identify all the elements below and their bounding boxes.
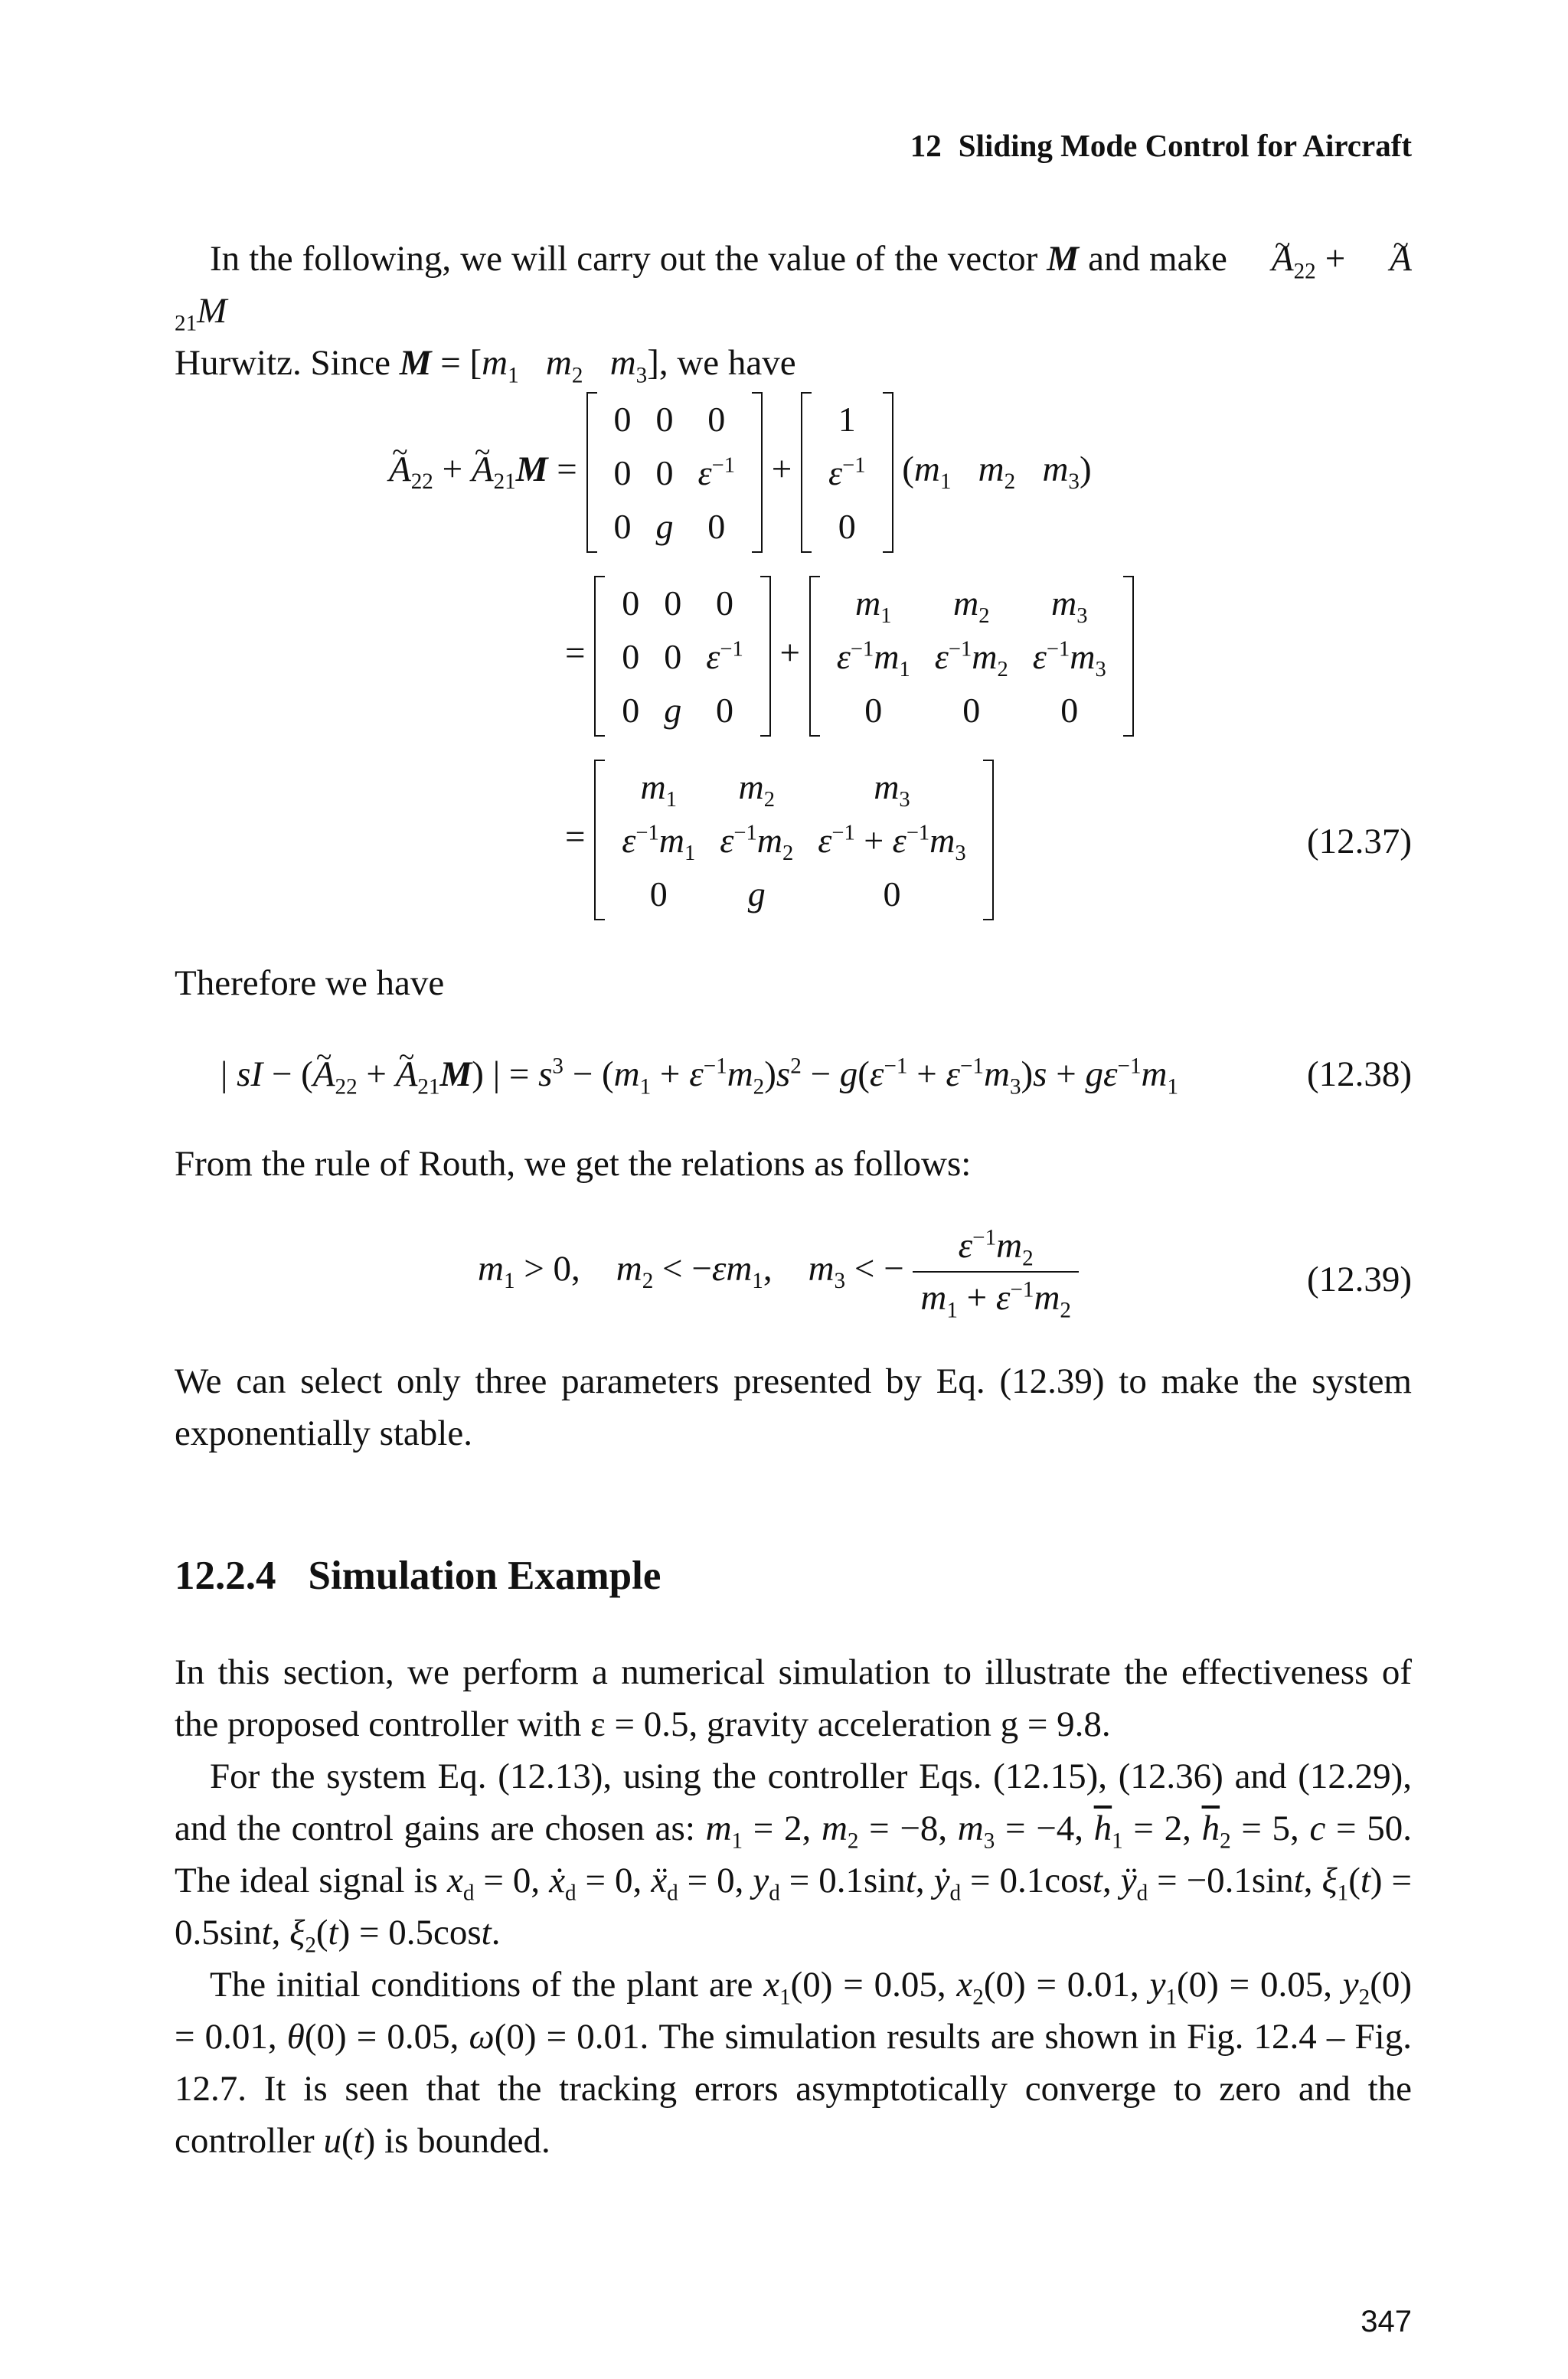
running-head [910,127,1412,164]
equation-number: (12.39) [1306,1260,1412,1299]
matrix-row-2: = 0 0 0 0 0 $\varepsilon^{-1}$ 0 g 0 + $m_1$ $m_2$ $m_3$ $\varepsilon^{-1}m_1$ $\varepsilon^{-1}m_2$ $\varepsilon^{-1}m_3$ 0 0 0 [565,576,1134,737]
section-heading [175,1553,661,1599]
equation-12-39: $m_1 > 0$, $m_2 < -\varepsilon m_1$, $m_3$ < − $\frac{\varepsilon^{-1}m_2}{m_1 + \varepsilon^{-1}m_2}$ (12.39) [478,1225,1412,1323]
equation-12-38: | sI − (~ $A_{22}$ + ~ $A_{21}M$) | = $s^3 - (m_1 + \varepsilon^{-1}m_2)s^2 - g(\varepsilon^{-1} + \varepsilon^{-1}m_3)s + g\varepsilon^{-1}m_1$ (12.38) [175,1054,1412,1107]
simulation-paragraph-2: For the system Eq. (12.13), using the controller Eqs. (12.15), (12.36) and (12.29), and the control gains are chosen as: $m_1 = 2$, $m_2 = -8$, $m_3 = -4$, $\overline{h}_1 = 2$, $\overline{h}_2 = 5$, c = 50. The ideal signal is $x_d = 0$, ẋ$_d$ = 0, ẍ$_d$ = 0, $y_d = 0.1\sin t$, ẏ$_d$ = 0.1cost, $ÿ_d = -0.1\sin t$, $\xi_1(t) = 0.5\sin t$, $\xi_2(t) = 0.5\cos t$. [175,1756,1413,1958]
therefore-text: Therefore we have [175,963,445,1003]
matrix-row-1: ~ $A_{22}$ + ~ $A_{21}M$ = 0 0 0 0 0 $\varepsilon^{-1}$ 0 g 0 + 1 $\varepsilon^{-1}$ 0 ($m_1$ $m_2$ $m_3$) [389,392,1092,553]
page-number: 347 [1361,2305,1412,2338]
equation-12-37 [175,392,1412,928]
simulation-paragraph-3: The initial conditions of the plant are $x_1(0) = 0.05$, $x_2(0) = 0.01$, $y_1(0) = 0.05$, $y_2(0) = 0.01$, θ(0) = 0.05, ω(0) = 0.01. The simulation results are shown in Fig. 12.4 – Fig. 12.7. It is seen that the tracking errors asymptotically converge to zero and the controller u(t) is bounded. [175,1965,1413,2161]
equation-number: (12.37) [1306,822,1412,861]
routh-text: From the rule of Routh, we get the relations as follows: [175,1144,972,1184]
section-number: 12.2.4 [175,1554,276,1598]
intro-paragraph: In the following, we will carry out the value of the vector M and make ~ $A_{22}$ + ~ $A_{21}M$ Hurwitz. Since $M = [m_1$ $m_2$ $m_3$], we have [175,233,1412,389]
select-paragraph: We can select only three parameters presented by Eq. (12.39) to make the system exponentially stable. [175,1361,1412,1453]
section-title: Simulation Example [308,1554,662,1598]
equation-number: (12.38) [1306,1054,1412,1094]
chapter-number: 12 [910,128,942,163]
chapter-title: Sliding Mode Control for Aircraft [958,128,1412,163]
matrix-row-3: = $m_1$ $m_2$ $m_3$ $\varepsilon^{-1}m_1$ $\varepsilon^{-1}m_2$ $\varepsilon^{-1} + \varepsilon^{-1}m_3$ 0 g 0 [565,760,994,920]
simulation-paragraph-1: In this section, we perform a numerical simulation to illustrate the effectiveness of the proposed controller with ε = 0.5, gravity acceleration g = 9.8. [175,1652,1412,1744]
